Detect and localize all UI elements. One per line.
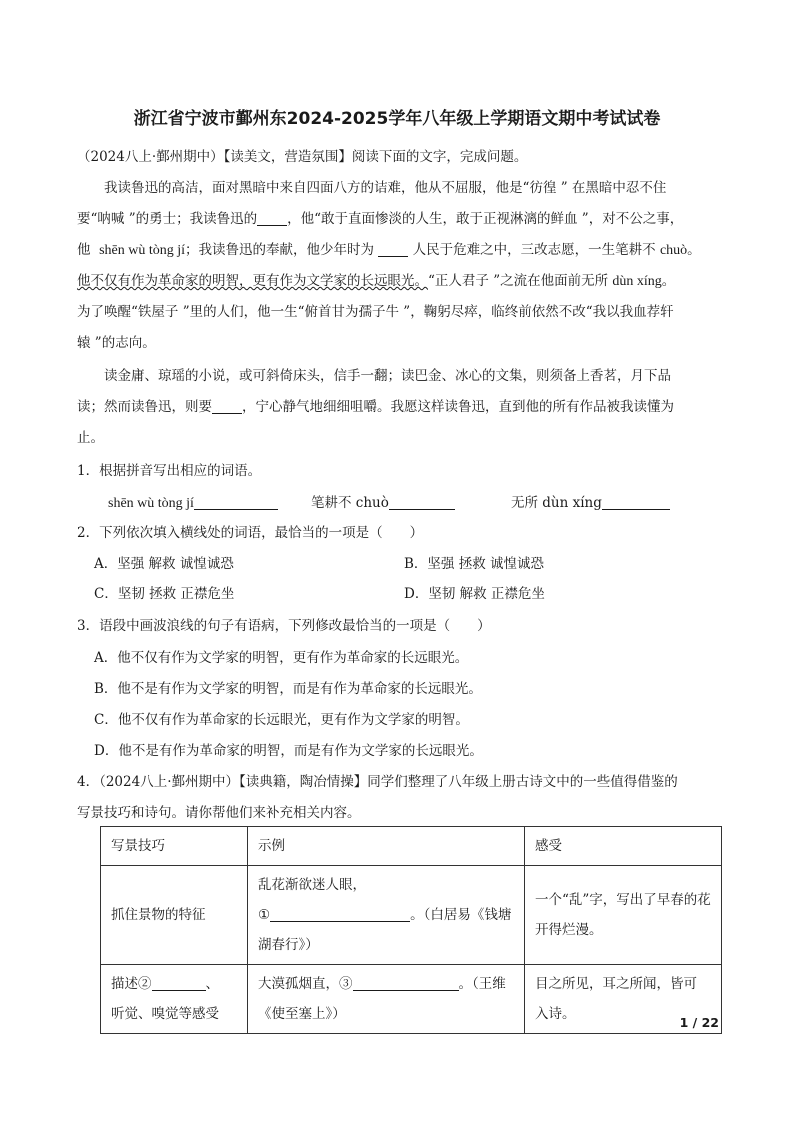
row1-example-line-3: 湖春行》）	[258, 937, 319, 953]
blank-2	[378, 242, 408, 257]
q1-answer-c[interactable]	[602, 495, 670, 510]
p1-line-2-a: 要“呐喊 ”的勇士；我读鲁迅的	[77, 211, 258, 227]
p1-line-4	[77, 272, 675, 291]
header-feeling: 感受	[525, 827, 722, 866]
q1-item-b-label: 笔耕不 chuò	[311, 495, 389, 511]
table-header-row	[101, 827, 722, 866]
q1-item-c-label: 无所 dùn xíng	[511, 495, 602, 511]
q1-item-b	[311, 494, 455, 512]
page-title: 浙江省宁波市鄞州东2024-2025学年八年级上学期语文期中考试试卷	[133, 109, 661, 129]
q3-option-b[interactable]: B．他不是有作为文学家的明智，而是有作为革命家的长远眼光。	[94, 681, 482, 697]
row1-example	[248, 866, 525, 965]
p2-line-2-a: 读；然而读鲁迅，则要	[77, 399, 212, 415]
row1-feeling-line-1: 一个“乱”字，写出了早春的花	[535, 892, 711, 908]
p1-line-2-b: ，他“敢于直面惨淡的人生，敢于正视淋漓的鲜血 ”，对不公之事，	[287, 211, 684, 227]
row2-feeling-line-1: 目之所见，耳之所闻，皆可	[535, 976, 697, 992]
pinyin-chuo: chuò	[659, 243, 688, 258]
p1-line-4-b: 。	[661, 273, 676, 289]
header-example: 示例	[248, 827, 525, 866]
q2-option-b[interactable]: B．坚强 拯救 诚惶诚恐	[404, 556, 545, 572]
q1-stem: 1．根据拼音写出相应的词语。	[77, 463, 262, 479]
p2-line-3: 止。	[77, 430, 104, 446]
p1-line-1: 我读鲁迅的高洁，面对黑暗中来自四面八方的诘难，他从不屈服，他是“彷徨 ” 在黑暗中忍不住	[104, 180, 667, 196]
p1-line-4-a: “正人君子 ”之流在他面前无所	[428, 273, 609, 289]
row2-example-line-1	[258, 969, 514, 999]
row1-circle-num: ①	[258, 907, 271, 923]
row1-skill: 抓住景物的特征	[101, 866, 248, 965]
header-skill: 写景技巧	[101, 827, 248, 866]
writing-techniques-table	[100, 826, 722, 1034]
q1-answer-b[interactable]	[389, 495, 455, 510]
p2-line-2-b: ，宁心静气地细细咀嚼。我愿这样读鲁迅，直到他的所有作品被我读懂为	[242, 399, 674, 415]
page-number: 1 / 22	[679, 1015, 719, 1030]
q3-stem: 3．语段中画波浪线的句子有语病，下列修改最恰当的一项是（ ）	[77, 618, 491, 634]
q2-option-c[interactable]: C．坚韧 拯救 正襟危坐	[94, 586, 235, 602]
p1-line-3-c: 人民于危难之中，三改志愿，一生笔耕不	[412, 242, 656, 258]
blank-1	[257, 211, 287, 226]
row2-example-line-2: 《使至塞上》）	[258, 1006, 346, 1022]
p1-line-3	[77, 241, 701, 260]
q1-answer-a[interactable]	[194, 495, 278, 510]
q4-stem-1: 4．（2024八上·鄞州期中）【读典籍，陶冶情操】同学们整理了八年级上册古诗文中的一些值得借鉴的	[77, 774, 678, 790]
p1-line-3-d: 。	[687, 242, 701, 258]
pinyin-dun-xing: dùn xíng	[612, 274, 662, 289]
row2-answer-blank[interactable]	[353, 976, 459, 991]
row2-feeling-line-2: 入诗。	[535, 1006, 576, 1022]
q2-option-d[interactable]: D．坚韧 解救 正襟危坐	[404, 586, 545, 602]
p1-line-6: 辕 ”的志向。	[77, 335, 156, 351]
row2-skill-sep: 、	[205, 976, 219, 992]
p2-line-1: 读金庸、琼瑶的小说，或可斜倚床头，信手一翻；读巴金、冰心的文集，则须备上香茗，月下品	[104, 368, 671, 384]
passage-intro: （2024八上·鄞州期中）【读美文，营造氛围】阅读下面的文字，完成问题。	[77, 149, 528, 165]
row1-example-line-1: 乱花渐欲迷人眼，	[258, 877, 366, 893]
row2-source: 。（王维	[458, 976, 506, 992]
q1-item-a-label: shēn wù tòng jí	[108, 496, 194, 511]
table-row	[101, 965, 722, 1034]
row2-skill	[101, 965, 248, 1034]
row2-example-text: 大漠孤烟直，③	[258, 976, 353, 992]
wavy-sentence: 他不仅有作为革命家的明智，更有作为文学家的长远眼光。	[77, 273, 428, 289]
q3-option-a[interactable]: A．他不仅有作为文学家的明智，更有作为革命家的长远眼光。	[94, 650, 469, 666]
p2-line-2	[77, 398, 674, 416]
q1-item-a	[108, 494, 278, 513]
row2-skill-line-1	[111, 969, 237, 999]
q3-option-c[interactable]: C．他不仅有作为革命家的长远眼光，更有作为文学家的明智。	[94, 712, 469, 728]
pinyin-shen-wu-tong-ji: shēn wù tòng jí	[99, 243, 186, 258]
p1-line-2	[77, 210, 683, 228]
p1-line-3-a: 他	[77, 242, 91, 258]
blank-3	[212, 399, 242, 414]
row1-feeling-line-2: 开得烂漫。	[535, 922, 603, 938]
table-row	[101, 866, 722, 965]
row2-example	[248, 965, 525, 1034]
row1-answer-blank[interactable]	[270, 907, 410, 922]
row2-skill-label: 描述②	[111, 976, 152, 992]
p1-line-5: 为了唤醒“铁屋子 ”里的人们，他一生“俯首甘为孺子牛 ”，鞠躬尽瘁，临终前依然不改“我以我血荐轩	[77, 304, 674, 320]
row2-skill-blank[interactable]	[152, 976, 206, 991]
p1-line-3-b: ；我读鲁迅的奉献，他少年时为	[185, 242, 375, 258]
q1-item-c	[511, 494, 670, 512]
q2-stem: 2．下列依次填入横线处的词语，最恰当的一项是（ ）	[77, 525, 424, 541]
row1-feeling	[525, 866, 722, 965]
q3-option-d[interactable]: D．他不是有作为革命家的明智，而是有作为文学家的长远眼光。	[94, 743, 483, 759]
q2-option-a[interactable]: A．坚强 解救 诚惶诚恐	[94, 556, 234, 572]
q4-stem-2: 写景技巧和诗句。请你帮他们来补充相关内容。	[77, 805, 361, 821]
row2-skill-line-2: 听觉、嗅觉等感受	[111, 1006, 219, 1022]
row1-example-line-2	[258, 900, 514, 930]
row1-source: 。（白居易《钱塘	[410, 907, 512, 923]
